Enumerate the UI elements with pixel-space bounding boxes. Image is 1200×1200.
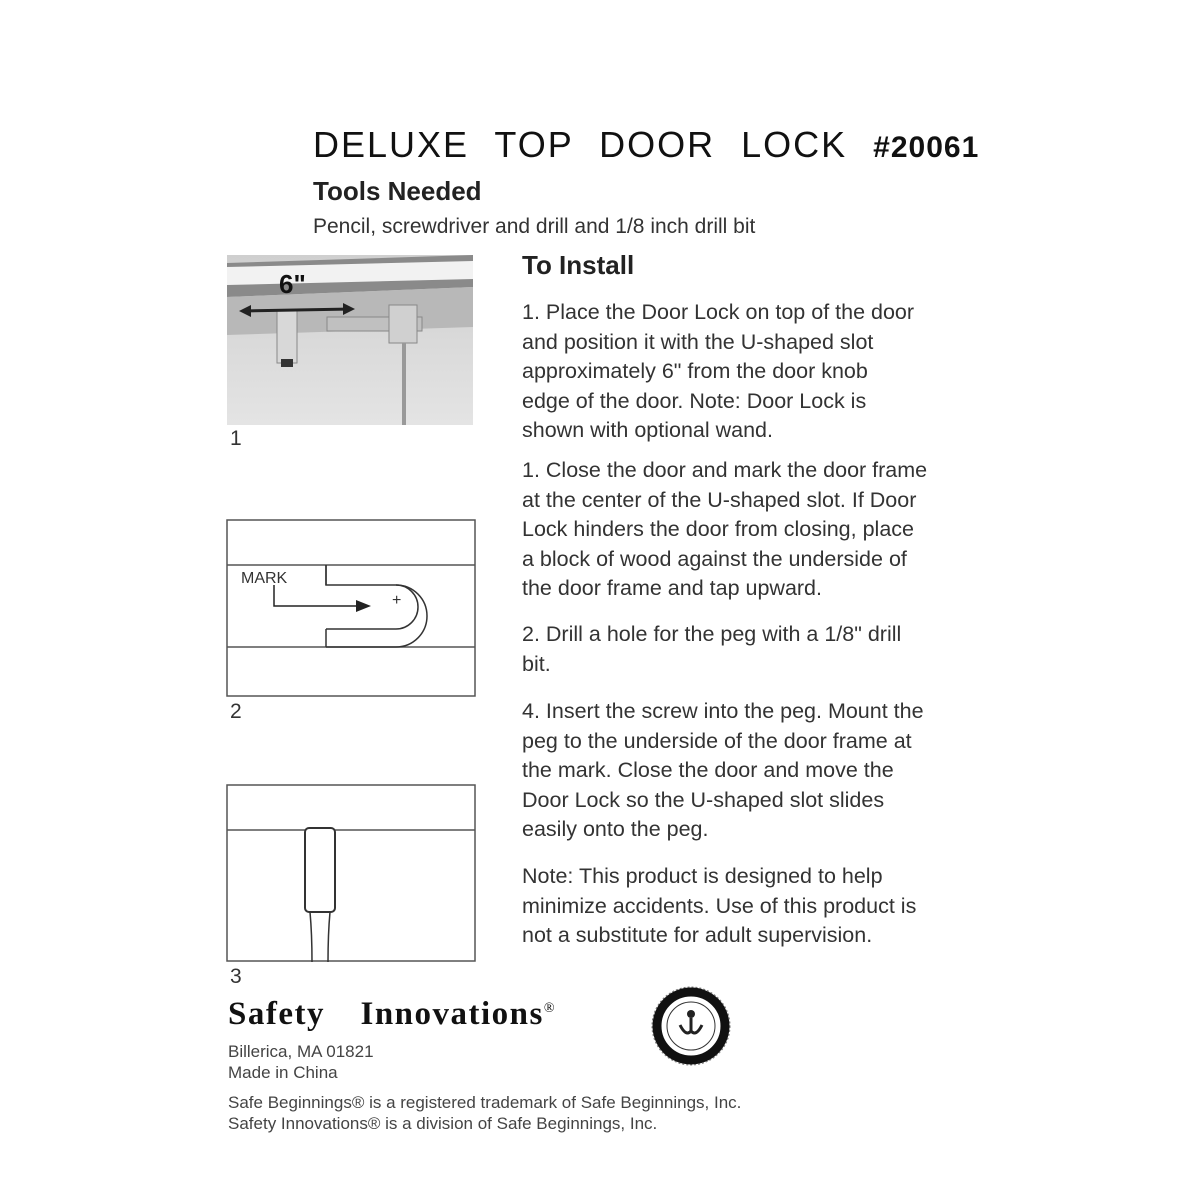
figure-2-label: 2 — [230, 700, 242, 723]
line: peg to the underside of the door frame at — [522, 728, 912, 753]
line: Door Lock so the U-shaped slot slides — [522, 787, 885, 812]
origin: Made in China — [228, 1063, 338, 1082]
line: minimize accidents. Use of this product is — [522, 893, 917, 918]
line: shown with optional wand. — [522, 418, 773, 442]
measurement-label: 6" — [279, 269, 306, 299]
step-2 — [522, 456, 927, 604]
line: 4. Insert the screw into the peg. Mount the — [522, 699, 924, 723]
step-4 — [522, 697, 924, 845]
figure-1-label: 1 — [230, 427, 242, 450]
page-title — [313, 124, 979, 166]
install-heading: To Install — [522, 250, 635, 280]
figure-3-diagram — [226, 784, 477, 964]
brand-logo — [228, 996, 556, 1033]
product-number: #20061 — [873, 131, 980, 164]
line: and position it with the U-shaped slot — [522, 329, 874, 354]
line: easily onto the peg. — [522, 817, 709, 841]
mark-label: MARK — [241, 570, 288, 587]
line: Lock hinders the door from closing, place — [522, 517, 914, 541]
line: Note: This product is designed to help — [522, 864, 883, 888]
safety-note — [522, 862, 916, 951]
certification-seal-icon — [650, 985, 732, 1067]
trademark-notice-2: Safety Innovations® is a division of Safe Beginnings, Inc. — [228, 1114, 658, 1133]
line: the door frame and tap upward. — [522, 576, 822, 600]
trademark-notice-1: Safe Beginnings® is a registered trademark of Safe Beginnings, Inc. — [228, 1093, 742, 1112]
line: approximately 6" from the door knob — [522, 359, 868, 383]
line: 1. Place the Door Lock on top of the door — [522, 300, 915, 324]
registered-mark: ® — [543, 1001, 557, 1016]
product-name: DELUXE TOP DOOR LOCK — [313, 124, 848, 165]
line: the mark. Close the door and move the — [522, 758, 894, 782]
line: a block of wood against the underside of — [522, 546, 907, 571]
figure-2-diagram — [226, 519, 477, 699]
line: 2. Drill a hole for the peg with a 1/8" drill — [522, 622, 902, 646]
line: 1. Close the door and mark the door frame — [522, 458, 928, 482]
figure-1-photo — [227, 255, 473, 425]
figure-3-label: 3 — [230, 965, 242, 988]
line: not a substitute for adult supervision. — [522, 923, 873, 947]
svg-text:+: + — [392, 592, 402, 609]
step-3 — [522, 620, 901, 679]
tools-text: Pencil, screwdriver and drill and 1/8 inch drill bit — [313, 215, 756, 238]
brand-name: Safety Innovations — [228, 996, 544, 1032]
line: bit. — [522, 651, 551, 676]
line: edge of the door. Note: Door Lock is — [522, 388, 867, 413]
line: at the center of the U-shaped slot. If Door — [522, 487, 917, 512]
address: Billerica, MA 01821 — [228, 1042, 374, 1061]
tools-heading: Tools Needed — [313, 176, 482, 206]
step-1 — [522, 298, 914, 446]
